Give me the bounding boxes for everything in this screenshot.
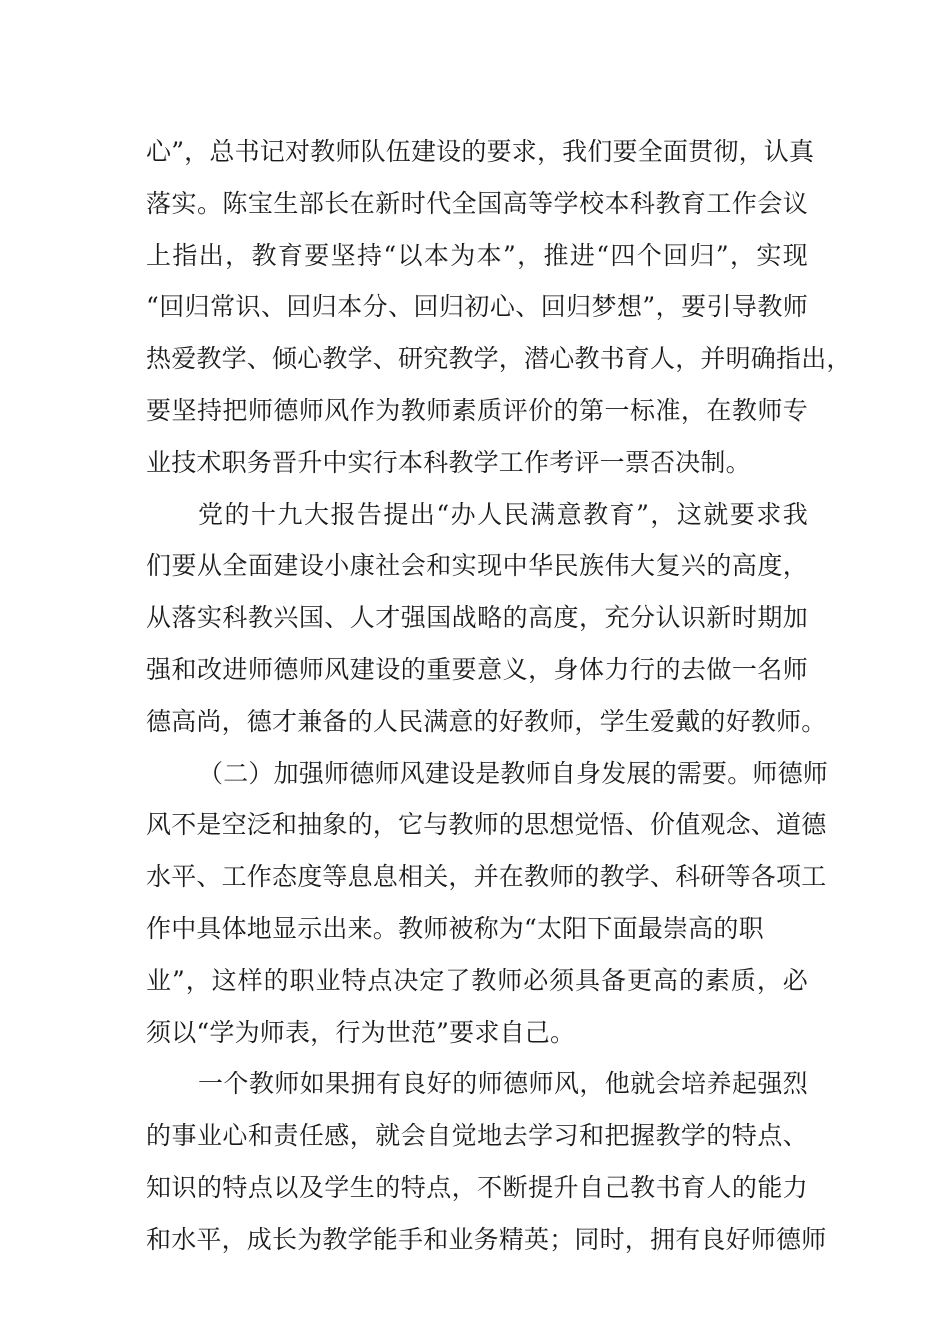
body-text	[146, 126, 852, 1266]
text-line: 落实。陈宝生部长在新时代全国高等学校本科教育工作会议	[146, 188, 808, 218]
text-line: 一个教师如果拥有良好的师德师风，他就会培养起强烈	[198, 1069, 808, 1099]
text-line: （二）加强师德师风建设是教师自身发展的需要。师德师	[198, 758, 829, 788]
text-line: 风不是空泛和抽象的，它与教师的思想觉悟、价值观念、道德	[146, 810, 827, 840]
text-line: 们要从全面建设小康社会和实现中华民族伟大复兴的高度，	[146, 551, 808, 581]
text-line: 心”，总书记对教师队伍建设的要求，我们要全面贯彻，认真	[146, 137, 815, 166]
text-line: 须以“学为师表，行为世范”要求自己。	[146, 1017, 576, 1047]
text-line: 强和改进师德师风建设的重要意义，身体力行的去做一名师	[146, 654, 808, 684]
text-line: 要坚持把师德师风作为教师素质评价的第一标准，在教师专	[146, 395, 808, 425]
text-line: 热爱教学、倾心教学、研究教学，潜心教书育人，并明确指出，	[146, 344, 852, 374]
text-line: 党的十九大报告提出“办人民满意教育”，这就要求我	[198, 499, 808, 529]
text-line: 德高尚，德才兼备的人民满意的好教师，学生爱戴的好教师。	[146, 706, 827, 736]
text-line: 的事业心和责任感，就会自觉地去学习和把握教学的特点、	[146, 1121, 808, 1151]
text-line: 作中具体地显示出来。教师被称为“太阳下面最崇高的职	[146, 913, 764, 943]
text-line: 知识的特点以及学生的特点，不断提升自己教书育人的能力	[146, 1172, 808, 1202]
text-line: “回归常识、回归本分、回归初心、回归梦想”，要引导教师	[146, 292, 808, 322]
text-line: 上指出，教育要坚持“以本为本”，推进“四个回归”，实现	[146, 240, 808, 270]
text-line: 和水平，成长为教学能手和业务精英；同时，拥有良好师德师	[146, 1224, 827, 1254]
text-line: 业技术职务晋升中实行本科教学工作考评一票否决制。	[146, 447, 751, 477]
text-line: 业”，这样的职业特点决定了教师必须具备更高的素质，必	[146, 965, 808, 995]
text-line: 从落实科教兴国、人才强国战略的高度，充分认识新时期加	[146, 603, 808, 633]
text-line: 水平、工作态度等息息相关，并在教师的教学、科研等各项工	[146, 862, 827, 892]
